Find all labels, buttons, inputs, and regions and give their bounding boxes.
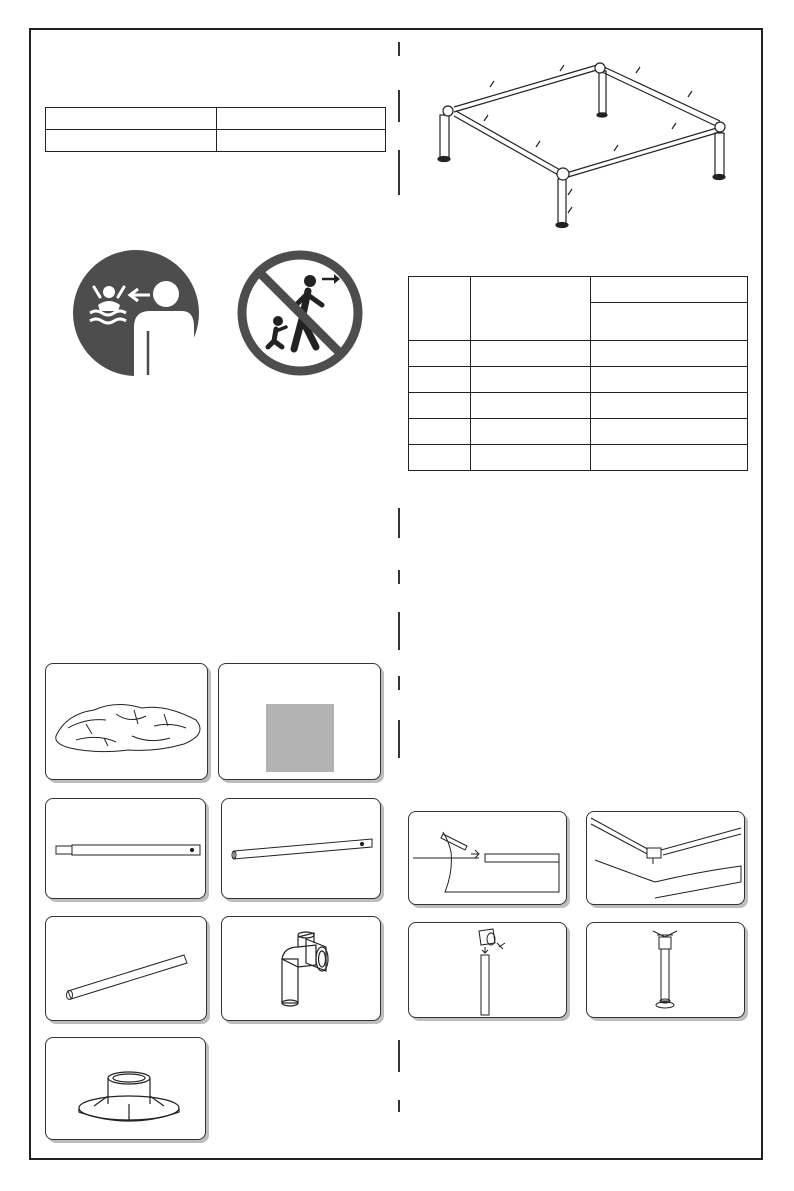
step-leg-with-cap xyxy=(586,922,745,1018)
leg-cap-part xyxy=(45,1037,206,1140)
no-leaving-child-unattended-icon xyxy=(236,249,364,377)
gray-placeholder-box xyxy=(266,704,334,772)
placeholder-part xyxy=(218,663,381,780)
supervise-children-icon xyxy=(72,249,200,377)
horizontal-beam-a-part xyxy=(45,798,206,899)
t-joint-part xyxy=(221,916,381,1021)
pool-frame-diagram xyxy=(432,55,742,235)
pool-liner-part xyxy=(45,663,208,780)
step-insert-beam xyxy=(408,811,567,905)
spec-table-right xyxy=(408,276,748,471)
step-corner-joint xyxy=(586,811,745,905)
spec-table-top xyxy=(45,107,386,152)
horizontal-beam-b-part xyxy=(221,798,381,899)
step-leg-into-joint xyxy=(408,922,567,1018)
vertical-leg-part xyxy=(45,916,207,1021)
